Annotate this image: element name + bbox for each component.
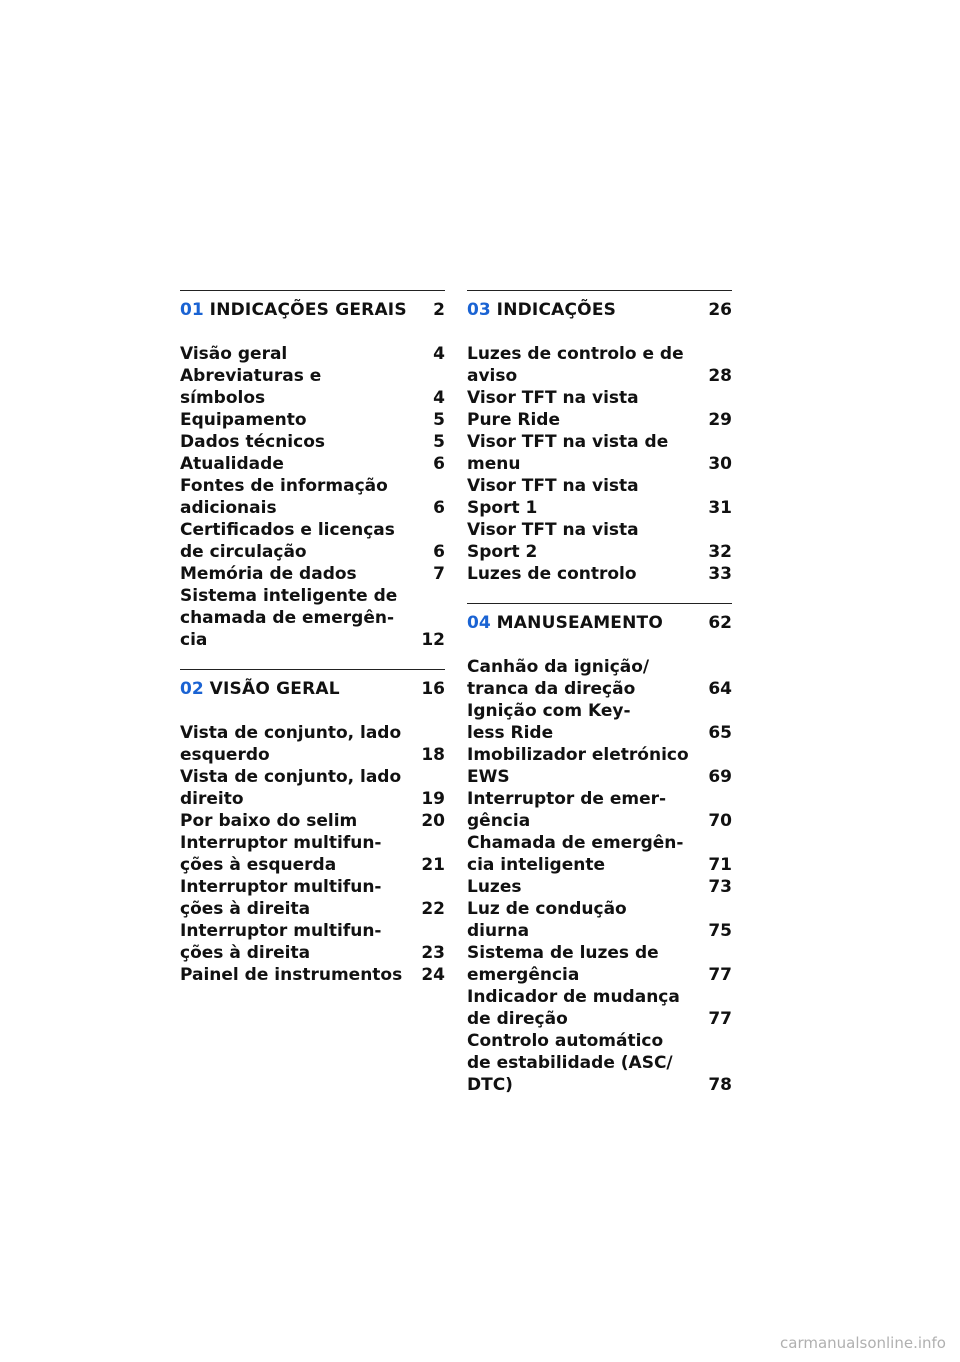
toc-entry[interactable] [467, 942, 732, 986]
entry-title [180, 519, 417, 563]
entry-title-line: aviso [467, 366, 518, 386]
toc-entry[interactable] [180, 832, 445, 876]
toc-entry[interactable] [467, 788, 732, 832]
entry-title-line: Visão geral [180, 344, 288, 364]
toc-entry[interactable] [467, 519, 732, 563]
entry-title-line: Sport 2 [467, 542, 538, 562]
entry-title-line: DTC) [467, 1075, 513, 1095]
entry-title-line: Indicador de mudança [467, 987, 680, 1007]
entry-title [467, 431, 704, 475]
toc-section [180, 290, 445, 651]
entry-title [467, 876, 704, 898]
entry-title [180, 343, 417, 365]
entry-title [467, 563, 704, 585]
entry-page-number: 23 [421, 943, 445, 963]
entry-title-line: adicionais [180, 498, 277, 518]
entry-title-line: EWS [467, 767, 510, 787]
entry-title [180, 876, 417, 920]
entry-title [467, 700, 704, 744]
entry-title [180, 475, 417, 519]
entry-title-line: Sistema de luzes de [467, 943, 659, 963]
entry-title-line: Interruptor multifun- [180, 921, 382, 941]
entry-title [180, 585, 417, 651]
section-rule [467, 603, 732, 604]
toc-section [467, 290, 732, 585]
section-rule [180, 290, 445, 291]
toc-entry[interactable] [180, 563, 445, 585]
entry-page-number: 78 [708, 1075, 732, 1095]
section-title: MANUSEAMENTO [496, 613, 663, 633]
entry-page-number: 64 [708, 679, 732, 699]
entry-title-line: Visor TFT na vista [467, 520, 639, 540]
section-title: INDICAÇÕES GERAIS [209, 300, 407, 320]
entry-title-line: tranca da direção [467, 679, 636, 699]
entry-title [467, 475, 704, 519]
entry-title-line: de circulação [180, 542, 307, 562]
entry-title-line: Interruptor de emer- [467, 789, 667, 809]
entry-title [467, 832, 704, 876]
section-heading[interactable] [467, 299, 732, 343]
entry-title-line: Visor TFT na vista [467, 476, 639, 496]
entry-title [467, 656, 704, 700]
toc-entry[interactable] [180, 343, 445, 365]
entry-title-line: Interruptor multifun- [180, 833, 382, 853]
section-title: VISÃO GERAL [209, 679, 340, 699]
section-heading[interactable] [180, 678, 445, 722]
section-page-number: 16 [421, 679, 445, 699]
entry-page-number: 69 [708, 767, 732, 787]
entry-page-number: 5 [433, 432, 445, 452]
entry-page-number: 75 [708, 921, 732, 941]
toc-entry[interactable] [180, 365, 445, 409]
toc-entry[interactable] [180, 920, 445, 964]
entry-title [180, 920, 417, 964]
entry-title [467, 788, 704, 832]
section-number: 02 [180, 679, 204, 699]
entry-title-line: Certificados e licenças [180, 520, 395, 540]
section-rule [467, 290, 732, 291]
toc-entry[interactable] [180, 519, 445, 563]
entry-title-line: Controlo automático [467, 1031, 664, 1051]
entry-page-number: 31 [708, 498, 732, 518]
entry-title-line: Dados técnicos [180, 432, 326, 452]
entry-title-line: cia inteligente [467, 855, 605, 875]
entry-title-line: gência [467, 811, 531, 831]
entry-title-line: diurna [467, 921, 530, 941]
entry-title [180, 409, 417, 431]
entry-page-number: 65 [708, 723, 732, 743]
toc-left-column [180, 290, 445, 1004]
entry-title-line: Luz de condução [467, 899, 627, 919]
section-heading[interactable] [467, 612, 732, 656]
entry-page-number: 5 [433, 410, 445, 430]
entry-title-line: Visor TFT na vista de [467, 432, 669, 452]
toc-entry[interactable] [180, 475, 445, 519]
entry-title-line: Sistema inteligente de [180, 586, 398, 606]
entry-title-line: less Ride [467, 723, 554, 743]
entry-page-number: 6 [433, 454, 445, 474]
entry-title-line: direito [180, 789, 244, 809]
entry-title-line: Vista de conjunto, lado [180, 723, 402, 743]
toc-entry[interactable] [467, 475, 732, 519]
entry-page-number: 7 [433, 564, 445, 584]
entry-title-line: ções à esquerda [180, 855, 337, 875]
toc-entry[interactable] [467, 431, 732, 475]
entry-page-number: 30 [708, 454, 732, 474]
toc-entry[interactable] [180, 453, 445, 475]
entry-page-number: 77 [708, 965, 732, 985]
entry-title [180, 563, 417, 585]
entry-title-line: esquerdo [180, 745, 270, 765]
entry-title [180, 722, 417, 766]
entry-page-number: 6 [433, 498, 445, 518]
entry-page-number: 71 [708, 855, 732, 875]
section-page-number: 62 [708, 613, 732, 633]
entry-page-number: 33 [708, 564, 732, 584]
entry-page-number: 70 [708, 811, 732, 831]
toc-entry[interactable] [467, 986, 732, 1030]
toc-entry[interactable] [180, 585, 445, 651]
entry-title [467, 1030, 704, 1096]
entry-page-number: 22 [421, 899, 445, 919]
toc-entry[interactable] [467, 1030, 732, 1096]
entry-page-number: 28 [708, 366, 732, 386]
section-page-number: 26 [708, 300, 732, 320]
entry-page-number: 32 [708, 542, 732, 562]
entry-title [467, 387, 704, 431]
entry-title [180, 964, 417, 986]
toc-entry[interactable] [180, 876, 445, 920]
entry-title-line: Sport 1 [467, 498, 538, 518]
entry-title [467, 898, 704, 942]
entry-title [467, 519, 704, 563]
entry-title-line: Por baixo do selim [180, 811, 358, 831]
watermark: carmanualsonline.info [780, 1334, 946, 1352]
entry-title-line: Canhão da ignição/ [467, 657, 650, 677]
toc-entry[interactable] [180, 810, 445, 832]
entry-title-line: Abreviaturas e símbolos [180, 366, 322, 408]
entry-title [467, 744, 704, 788]
entry-title-line: ções à direita [180, 899, 311, 919]
entry-title [180, 810, 417, 832]
entry-title [467, 986, 704, 1030]
toc-entry[interactable] [180, 722, 445, 766]
toc-section [180, 669, 445, 986]
entry-title-line: Imobilizador eletrónico [467, 745, 689, 765]
entry-title-line: de estabilidade (ASC/ [467, 1053, 673, 1073]
section-rule [180, 669, 445, 670]
toc-entry[interactable] [467, 744, 732, 788]
entry-title-line: menu [467, 454, 521, 474]
entry-page-number: 4 [433, 344, 445, 364]
entry-title-line: Luzes [467, 877, 522, 897]
toc-entry[interactable] [467, 563, 732, 585]
entry-title-line: Atualidade [180, 454, 284, 474]
section-number: 04 [467, 613, 491, 633]
entry-title [467, 942, 704, 986]
entry-page-number: 21 [421, 855, 445, 875]
entry-title-line: de direção [467, 1009, 568, 1029]
entry-title [180, 431, 417, 453]
entry-page-number: 20 [421, 811, 445, 831]
entry-page-number: 19 [421, 789, 445, 809]
section-heading[interactable] [180, 299, 445, 343]
entry-page-number: 24 [421, 965, 445, 985]
toc-entry[interactable] [467, 656, 732, 700]
toc-entry[interactable] [467, 387, 732, 431]
entry-title-line: ções à direita [180, 943, 311, 963]
entry-title-line: emergência [467, 965, 580, 985]
entry-title [467, 343, 704, 387]
entry-title-line: Painel de instrumentos [180, 965, 403, 985]
entry-title-line: Interruptor multifun- [180, 877, 382, 897]
entry-title-line: Equipamento [180, 410, 307, 430]
toc-section [467, 603, 732, 1096]
entry-title [180, 832, 417, 876]
entry-title [180, 365, 417, 409]
toc-entry[interactable] [467, 876, 732, 898]
entry-title-line: Luzes de controlo e de [467, 344, 684, 364]
entry-title-line: Chamada de emergên- [467, 833, 684, 853]
toc-right-column [467, 290, 732, 1114]
toc-entry[interactable] [467, 898, 732, 942]
toc-entry[interactable] [467, 343, 732, 387]
toc-entry[interactable] [180, 431, 445, 453]
entry-title [180, 766, 417, 810]
toc-entry[interactable] [467, 700, 732, 744]
entry-title-line: Fontes de informação [180, 476, 388, 496]
entry-title [180, 453, 417, 475]
entry-title-line: Ignição com Key- [467, 701, 631, 721]
entry-page-number: 4 [433, 388, 445, 408]
entry-title-line: Visor TFT na vista [467, 388, 639, 408]
toc-entry[interactable] [180, 964, 445, 986]
entry-page-number: 12 [421, 630, 445, 650]
entry-page-number: 18 [421, 745, 445, 765]
toc-entry[interactable] [467, 832, 732, 876]
toc-entry[interactable] [180, 766, 445, 810]
section-number: 01 [180, 300, 204, 320]
entry-page-number: 6 [433, 542, 445, 562]
entry-title-line: Vista de conjunto, lado [180, 767, 402, 787]
entry-title-line: chamada de emergên- [180, 608, 395, 628]
entry-title-line: Pure Ride [467, 410, 561, 430]
entry-page-number: 77 [708, 1009, 732, 1029]
toc-entry[interactable] [180, 409, 445, 431]
entry-page-number: 73 [708, 877, 732, 897]
section-page-number: 2 [433, 300, 445, 320]
entry-title-line: Luzes de controlo [467, 564, 637, 584]
entry-title-line: cia [180, 630, 208, 650]
entry-page-number: 29 [708, 410, 732, 430]
section-number: 03 [467, 300, 491, 320]
section-title: INDICAÇÕES [496, 300, 617, 320]
entry-title-line: Memória de dados [180, 564, 357, 584]
